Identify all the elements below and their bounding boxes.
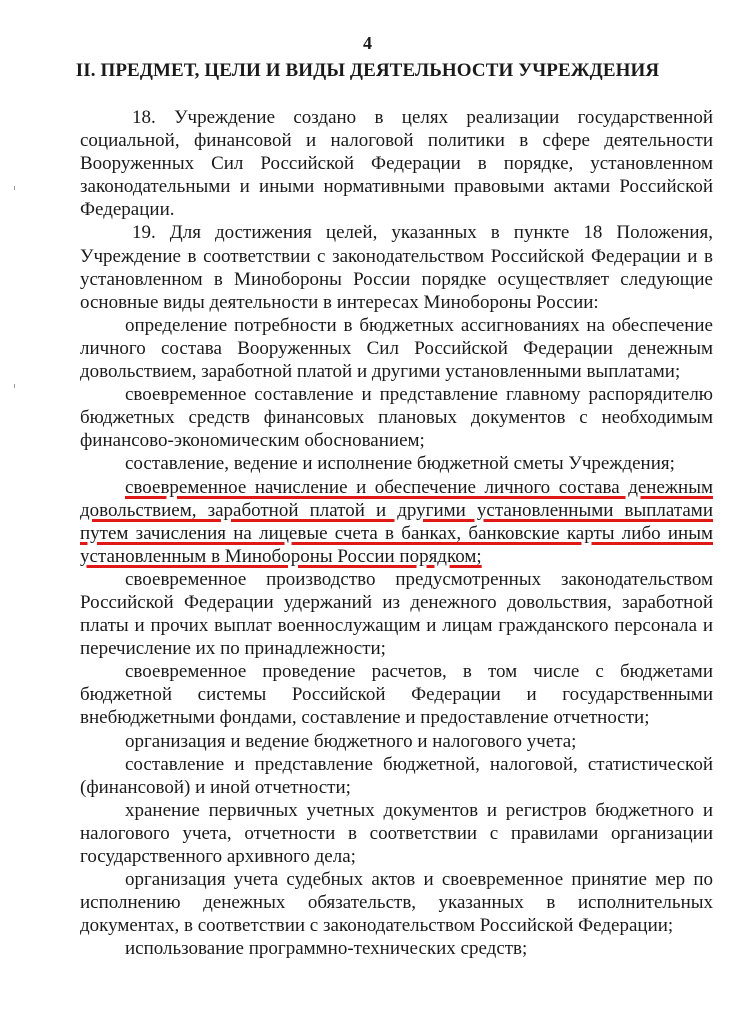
document-body [80, 106, 713, 960]
list-item: составление и представление бюджетной, налоговой, статистической (финансовой) и иной отчетности; [80, 753, 713, 798]
list-item: своевременное производство предусмотренных законодательством Российской Федерации удержаний из денежного довольствия, заработной платы и прочих выплат военнослужащим и лицам гражданского персонала и перечисление их по принадлежности; [80, 568, 713, 660]
list-item: организация и ведение бюджетного и налогового учета; [125, 730, 577, 752]
list-item-highlighted [80, 476, 713, 568]
paragraph-19: 19. Для достижения целей, указанных в пункте 18 Положения, Учреждение в соответствии с законодательством Российской Федерации и в установленном в Минобороны России порядке осуществляет следующие основные виды деятельности в интересах Минобороны России: [80, 222, 713, 313]
list-item: организация учета судебных актов и своевременное принятие мер по исполнению денежных обязательств, указанных в исполнительных документах, в соответствии с законодательством Российской Федерации; [80, 869, 713, 937]
red-underline-highlight: своевременное начисление и обеспечение личного состава денежным довольствием, заработной платой и другими установленными выплатами путем зачисления на лицевые счета в банках, банковские карты либо иным установленным в Минобороны России порядком; [80, 476, 713, 567]
list-item: своевременное проведение расчетов, в том числе с бюджетами бюджетной системы Российской Федерации и государственными внебюджетными фондами, составление и предоставление отчетности; [80, 661, 713, 729]
list-item: хранение первичных учетных документов и регистров бюджетного и налогового учета, отчетности в соответствии с правилами организации государственного архивного дела; [80, 799, 713, 867]
margin-mark [14, 186, 15, 190]
paragraph-18: 18. Учреждение создано в целях реализации государственной социальной, финансовой и налоговой политики в сфере деятельности Вооруженных Сил Российской Федерации в порядке, установленном законодательными и иными нормативными правовыми актами Российской Федерации. [80, 107, 713, 221]
page-number: 4 [363, 33, 372, 53]
list-item: своевременное составление и представление главному распорядителю бюджетных средств финансовых плановых документов с необходимым финансово-экономическим обоснованием; [80, 384, 713, 452]
margin-mark [14, 384, 15, 388]
section-title: II. ПРЕДМЕТ, ЦЕЛИ И ВИДЫ ДЕЯТЕЛЬНОСТИ УЧРЕЖДЕНИЯ [75, 60, 660, 81]
list-item: составление, ведение и исполнение бюджетной сметы Учреждения; [125, 453, 675, 475]
list-item: определение потребности в бюджетных ассигнованиях на обеспечение личного состава Вооруженных Сил Российской Федерации денежным довольствием, заработной платой и другими установленными выплатами; [80, 314, 713, 383]
list-item: использование программно-технических средств; [125, 938, 528, 960]
